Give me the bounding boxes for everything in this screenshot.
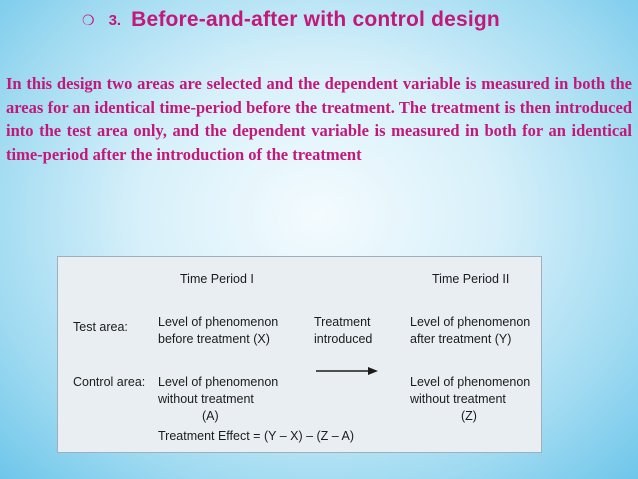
paragraph-line: and the dependent variable is measured in both for an identical [172,121,633,140]
wingding-bullet-icon: ❍ [82,11,95,28]
description-paragraph [6,72,632,166]
right-arrow-icon [316,365,378,377]
slide-heading [82,4,500,36]
paragraph-line: In this design two areas are selected and the dependent variable is [6,74,477,93]
control-before-line2: without treatment [158,392,254,406]
control-before-symbol: (A) [202,409,219,423]
test-after-line2: after treatment (Y) [410,332,512,346]
treatment-effect-formula: Treatment Effect = (Y – X) – (Z – A) [158,429,355,443]
paragraph-line: time-period after the introduction of the treatment [6,144,362,164]
control-area-label: Control area: [73,375,146,389]
test-area-label: Test area: [73,320,128,334]
control-after-symbol: (Z) [461,409,477,423]
test-before-line1: Level of phenomenon [158,315,279,329]
time-period-2-header: Time Period II [432,272,510,286]
control-before-line1: Level of phenomenon [158,375,279,389]
heading-title: Before-and-after with control design [131,8,500,31]
test-after-line1: Level of phenomenon [410,315,531,329]
control-after-line2: without treatment [410,392,506,406]
treatment-line2: introduced [314,332,373,346]
treatment-line1: Treatment [314,315,371,329]
paragraph-line: measured in both the areas for an identical time-period before the [6,74,633,117]
paragraph-line: treatment. The treatment is then introduced into the test area only, [6,97,632,140]
design-diagram [57,256,542,453]
heading-number: 3. [108,11,122,29]
control-after-line1: Level of phenomenon [410,375,531,389]
test-before-line2: before treatment (X) [158,332,270,346]
time-period-1-header: Time Period I [180,272,254,286]
